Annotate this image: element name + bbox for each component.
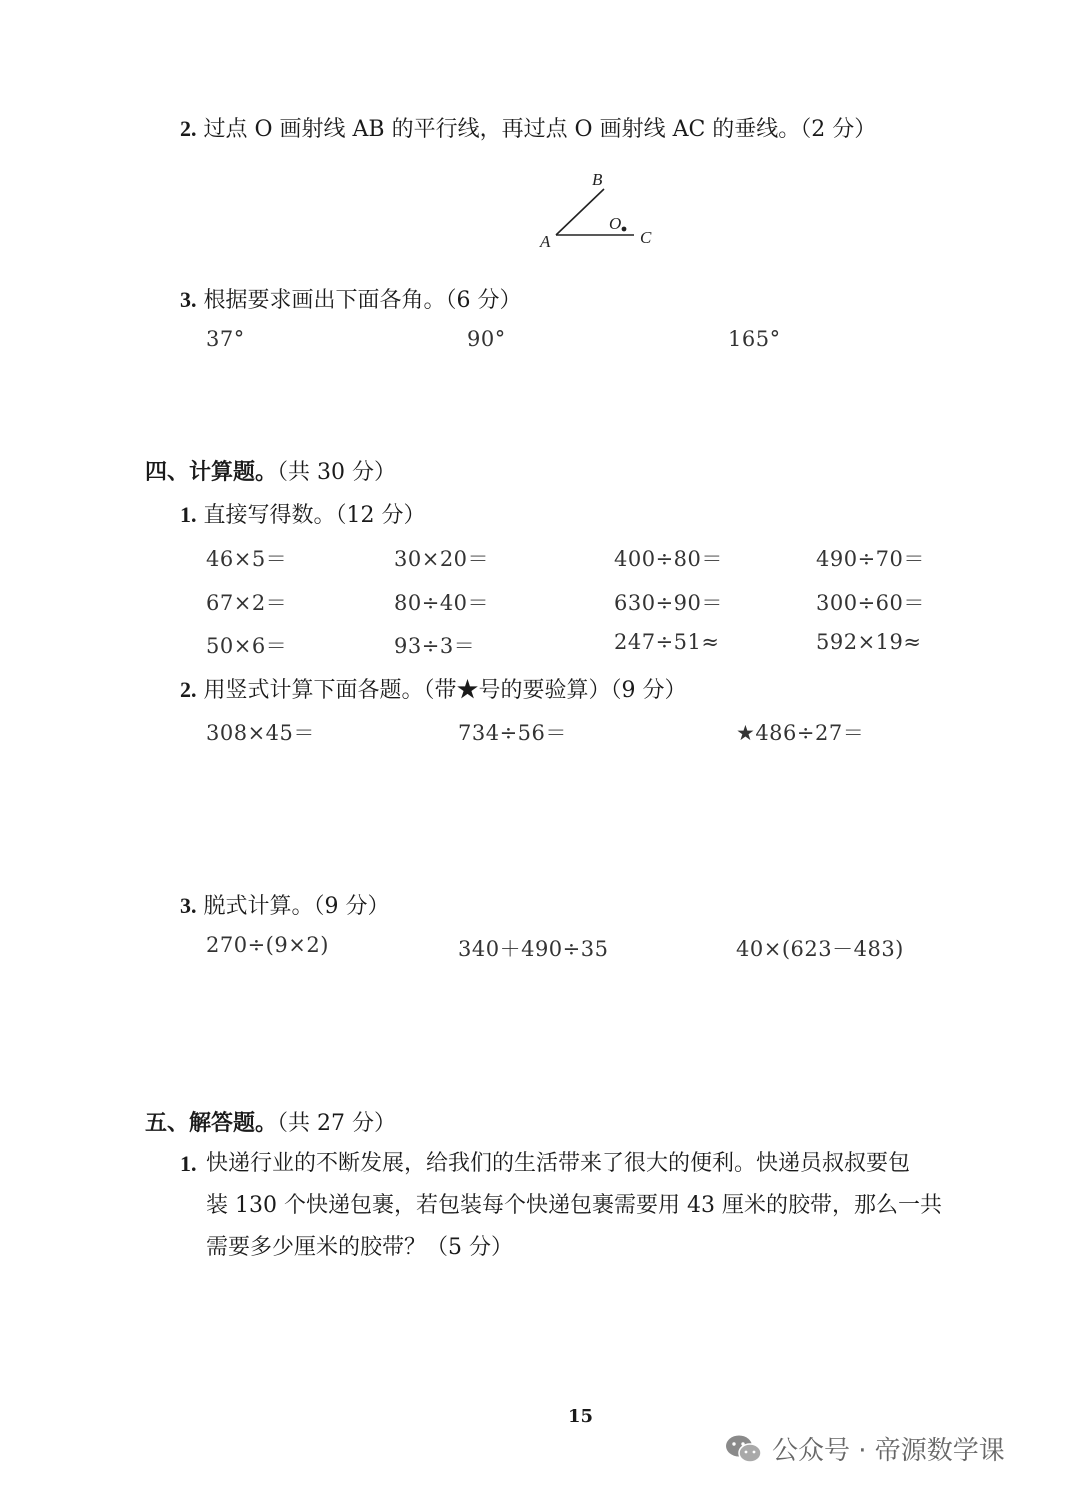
step-calc-item: 340＋490÷35 — [458, 937, 609, 961]
calc-item: 30×20＝ — [394, 547, 490, 571]
label-b: B — [592, 170, 603, 189]
question-number: 2. — [180, 677, 197, 702]
angle-37: 37° — [206, 327, 245, 351]
vertical-calc-item: 734÷56＝ — [458, 721, 567, 745]
section-4-question-3 — [180, 889, 390, 920]
ray-figure — [530, 165, 670, 255]
calc-item: 592×19≈ — [816, 630, 922, 654]
section-points: （共 30 分） — [277, 460, 396, 485]
calc-item: 46×5＝ — [206, 547, 288, 571]
watermark — [724, 1430, 1005, 1467]
section-5-question-1-number — [180, 1151, 197, 1177]
calc-item: 80÷40＝ — [394, 591, 490, 615]
question-text: 根据要求画出下面各角。（6 分） — [203, 288, 522, 313]
section-points: （共 27 分） — [277, 1111, 396, 1136]
vertical-calc-item: 308×45＝ — [206, 721, 315, 745]
question-3 — [180, 283, 522, 314]
section-4-question-2 — [180, 673, 687, 704]
question-number: 2. — [180, 116, 197, 141]
word-problem — [206, 1143, 942, 1269]
vertical-calc-item: ★486÷27＝ — [736, 721, 865, 745]
question-text: 过点 O 画射线 AB 的平行线，再过点 O 画射线 AC 的垂线。（2 分） — [203, 117, 877, 142]
page-number: 15 — [568, 1406, 594, 1427]
question-text: 脱式计算。（9 分） — [203, 894, 390, 919]
calc-item: 247÷51≈ — [614, 630, 720, 654]
angle-90: 90° — [467, 327, 506, 351]
problem-line: 需要多少厘米的胶带？（5 分） — [206, 1235, 513, 1260]
question-text: 用竖式计算下面各题。（带★号的要验算）（9 分） — [203, 678, 687, 703]
watermark-text: 公众号 · 帝源数学课 — [772, 1436, 1005, 1466]
question-number: 3. — [180, 893, 197, 918]
section-4-question-1 — [180, 498, 426, 529]
label-o: O — [609, 214, 622, 233]
ray-ab — [556, 189, 604, 235]
calc-item: 630÷90＝ — [614, 591, 723, 615]
problem-line: 装 130 个快递包裹，若包装每个快递包裹需要用 43 厘米的胶带，那么一共 — [206, 1193, 942, 1218]
question-number: 3. — [180, 287, 197, 312]
calc-item: 400÷80＝ — [614, 547, 723, 571]
question-number: 1. — [180, 1151, 197, 1176]
label-a: A — [540, 232, 551, 251]
section-title: 五、解答题。 — [145, 1110, 278, 1136]
step-calc-item: 40×(623－483) — [736, 937, 904, 961]
problem-line: 快递行业的不断发展，给我们的生活带来了很大的便利。快递员叔叔要包 — [206, 1151, 911, 1176]
calc-item: 50×6＝ — [206, 634, 288, 658]
question-2 — [180, 112, 876, 143]
calc-item: 67×2＝ — [206, 591, 288, 615]
wechat-icon — [724, 1433, 764, 1465]
angle-165: 165° — [728, 327, 781, 351]
section-4-heading — [145, 455, 396, 486]
question-text: 直接写得数。（12 分） — [203, 503, 426, 528]
calc-item: 300÷60＝ — [816, 591, 925, 615]
label-c: C — [640, 228, 652, 247]
calc-item: 490÷70＝ — [816, 547, 925, 571]
question-number: 1. — [180, 502, 197, 527]
calc-item: 93÷3＝ — [394, 634, 476, 658]
section-5-heading — [145, 1106, 396, 1137]
step-calc-item: 270÷(9×2) — [206, 933, 329, 957]
section-title: 四、计算题。 — [145, 459, 278, 485]
point-o — [622, 227, 627, 232]
